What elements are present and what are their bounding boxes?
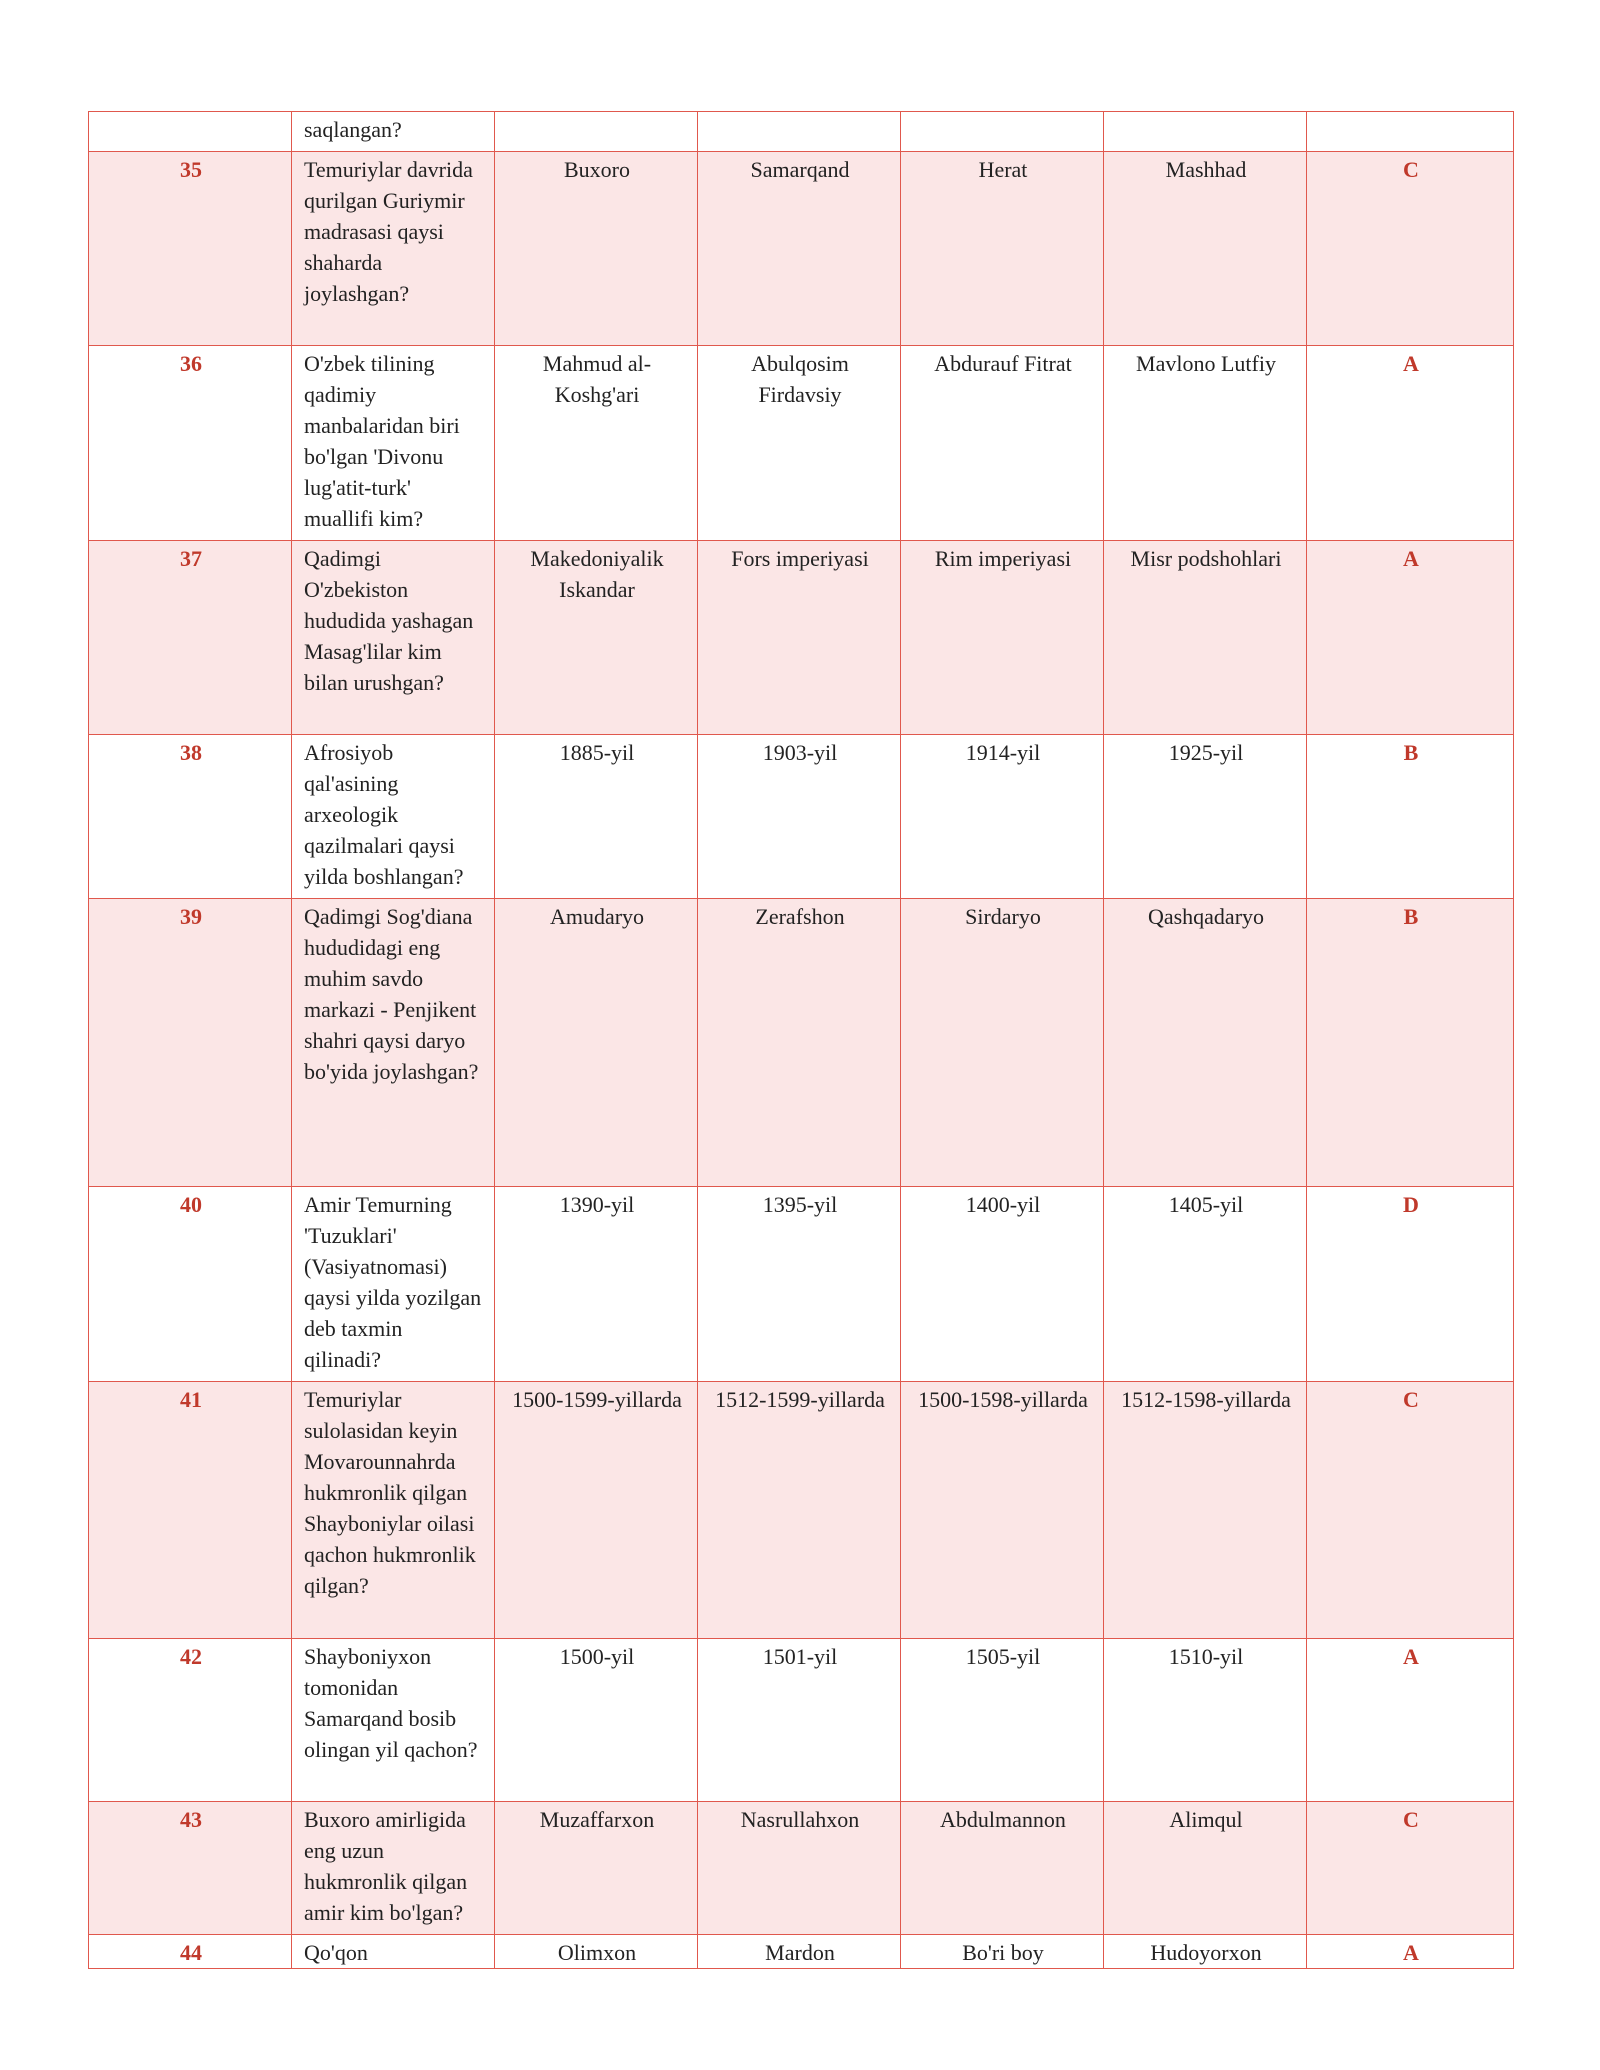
correct-answer: C: [1307, 1802, 1514, 1935]
option-d: Qashqadaryo: [1104, 899, 1307, 1187]
question-text: Qadimgi O'zbekiston hududida yashagan Masag'lilar kim bilan urushgan?: [292, 541, 495, 735]
question-text: Qadimgi Sog'diana hududidagi eng muhim savdo markazi - Penjikent shahri qaysi daryo bo'yida joylashgan?: [292, 899, 495, 1187]
option-c: [901, 112, 1104, 152]
correct-answer: A: [1307, 1935, 1514, 1969]
option-d: Mashhad: [1104, 152, 1307, 346]
correct-answer: A: [1307, 541, 1514, 735]
option-b: Zerafshon: [698, 899, 901, 1187]
question-text: Afrosiyob qal'asining arxeologik qazilmalari qaysi yilda boshlangan?: [292, 735, 495, 899]
option-a: 1390-yil: [495, 1187, 698, 1382]
table-row: [89, 1382, 1514, 1639]
table-row: [89, 735, 1514, 899]
option-a: Makedoniyalik Iskandar: [495, 541, 698, 735]
table-row: [89, 899, 1514, 1187]
option-b: Samarqand: [698, 152, 901, 346]
question-text: Qo'qon: [292, 1935, 495, 1969]
option-d: 1925-yil: [1104, 735, 1307, 899]
correct-answer: [1307, 112, 1514, 152]
question-text: Amir Temurning 'Tuzuklari' (Vasiyatnomasi) qaysi yilda yozilgan deb taxmin qilinadi?: [292, 1187, 495, 1382]
table-row: [89, 541, 1514, 735]
option-a: 1500-yil: [495, 1639, 698, 1802]
correct-answer: A: [1307, 346, 1514, 541]
option-d: [1104, 112, 1307, 152]
table-row: [89, 152, 1514, 346]
option-b: Abulqosim Firdavsiy: [698, 346, 901, 541]
table-row: [89, 346, 1514, 541]
question-text: Shayboniyxon tomonidan Samarqand bosib olingan yil qachon?: [292, 1639, 495, 1802]
option-b: Nasrullahxon: [698, 1802, 901, 1935]
quiz-table: [88, 111, 1514, 1969]
option-a: Amudaryo: [495, 899, 698, 1187]
question-text: Buxoro amirligida eng uzun hukmronlik qilgan amir kim bo'lgan?: [292, 1802, 495, 1935]
table-row: [89, 1639, 1514, 1802]
option-a: Olimxon: [495, 1935, 698, 1969]
question-number: 42: [89, 1639, 292, 1802]
table-row: [89, 1187, 1514, 1382]
option-c: Abdulmannon: [901, 1802, 1104, 1935]
correct-answer: B: [1307, 899, 1514, 1187]
question-number: 40: [89, 1187, 292, 1382]
correct-answer: D: [1307, 1187, 1514, 1382]
option-c: Rim imperiyasi: [901, 541, 1104, 735]
option-c: Abdurauf Fitrat: [901, 346, 1104, 541]
option-c: Herat: [901, 152, 1104, 346]
question-text: O'zbek tilining qadimiy manbalaridan biri bo'lgan 'Divonu lug'atit-turk' muallifi kim?: [292, 346, 495, 541]
option-a: [495, 112, 698, 152]
option-b: [698, 112, 901, 152]
table-row: [89, 1935, 1514, 1969]
question-number: 38: [89, 735, 292, 899]
option-d: Hudoyorxon: [1104, 1935, 1307, 1969]
option-d: 1512-1598-yillarda: [1104, 1382, 1307, 1639]
option-d: 1510-yil: [1104, 1639, 1307, 1802]
question-text: saqlangan?: [292, 112, 495, 152]
correct-answer: C: [1307, 152, 1514, 346]
option-d: Alimqul: [1104, 1802, 1307, 1935]
option-b: 1512-1599-yillarda: [698, 1382, 901, 1639]
question-number: 36: [89, 346, 292, 541]
option-c: 1500-1598-yillarda: [901, 1382, 1104, 1639]
question-number: 37: [89, 541, 292, 735]
question-text: Temuriylar davrida qurilgan Guriymir madrasasi qaysi shaharda joylashgan?: [292, 152, 495, 346]
option-a: Mahmud al-Koshg'ari: [495, 346, 698, 541]
option-a: 1885-yil: [495, 735, 698, 899]
option-c: Bo'ri boy: [901, 1935, 1104, 1969]
option-c: 1505-yil: [901, 1639, 1104, 1802]
option-b: 1395-yil: [698, 1187, 901, 1382]
option-c: Sirdaryo: [901, 899, 1104, 1187]
question-number: 44: [89, 1935, 292, 1969]
question-number: 39: [89, 899, 292, 1187]
option-b: 1501-yil: [698, 1639, 901, 1802]
option-c: 1914-yil: [901, 735, 1104, 899]
option-d: 1405-yil: [1104, 1187, 1307, 1382]
correct-answer: A: [1307, 1639, 1514, 1802]
table-row: [89, 112, 1514, 152]
question-number: 41: [89, 1382, 292, 1639]
question-number: 43: [89, 1802, 292, 1935]
question-number: [89, 112, 292, 152]
question-text: Temuriylar sulolasidan keyin Movarounnahrda hukmronlik qilgan Shayboniylar oilasi qachon hukmronlik qilgan?: [292, 1382, 495, 1639]
question-number: 35: [89, 152, 292, 346]
option-a: 1500-1599-yillarda: [495, 1382, 698, 1639]
option-b: Mardon: [698, 1935, 901, 1969]
option-a: Buxoro: [495, 152, 698, 346]
option-b: Fors imperiyasi: [698, 541, 901, 735]
option-a: Muzaffarxon: [495, 1802, 698, 1935]
option-c: 1400-yil: [901, 1187, 1104, 1382]
option-b: 1903-yil: [698, 735, 901, 899]
correct-answer: C: [1307, 1382, 1514, 1639]
table-row: [89, 1802, 1514, 1935]
option-d: Misr podshohlari: [1104, 541, 1307, 735]
option-d: Mavlono Lutfiy: [1104, 346, 1307, 541]
correct-answer: B: [1307, 735, 1514, 899]
